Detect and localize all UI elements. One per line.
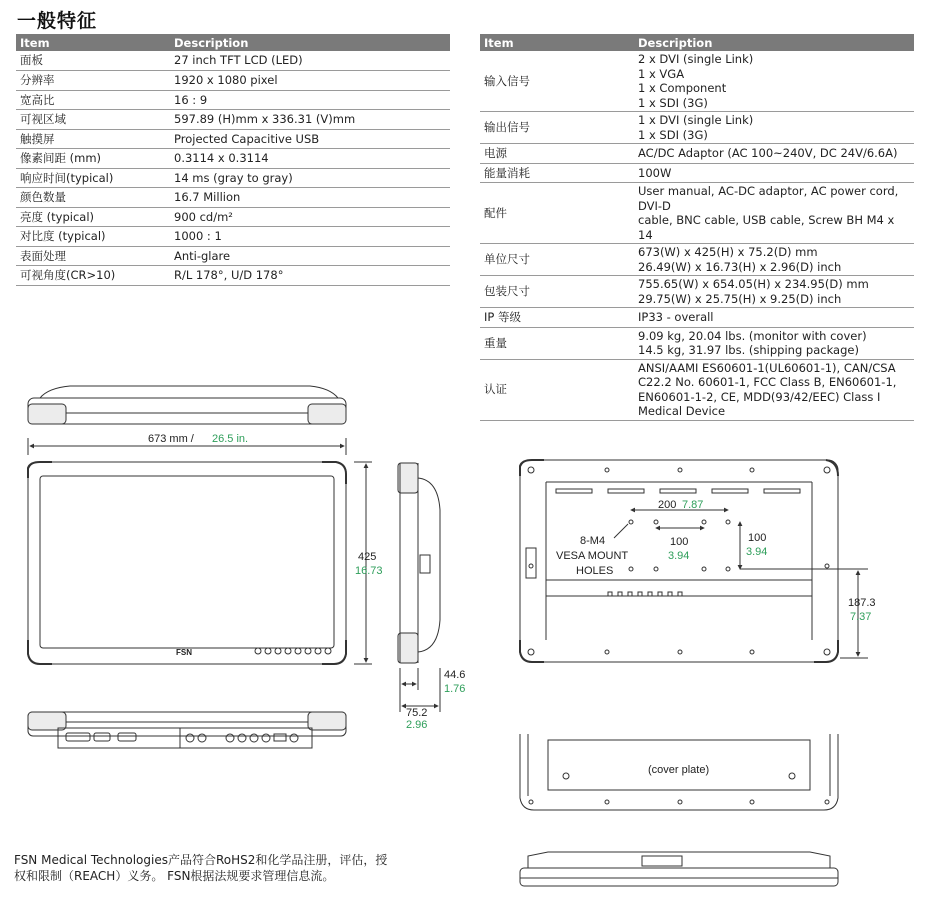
description-line: 1 x Component bbox=[638, 81, 727, 95]
description-line: AC/DC Adaptor (AC 100~240V, DC 24V/6.6A) bbox=[638, 146, 898, 160]
description-line: Projected Capacitive USB bbox=[174, 131, 320, 146]
spec-item-cell: IP 等级 bbox=[480, 308, 634, 328]
depth2-in-label: 2.96 bbox=[406, 719, 428, 731]
description-line: Medical Device bbox=[638, 404, 726, 418]
description-line: IP33 - overall bbox=[638, 310, 714, 324]
vesa-label-line1: 8-M4 bbox=[580, 535, 606, 547]
description-line: 2 x DVI (single Link) bbox=[638, 52, 754, 66]
depth2-mm-label: 75.2 bbox=[406, 707, 428, 719]
spec-item-cell: 重量 bbox=[480, 327, 634, 359]
footer-line-2: 权和限制（REACH）义务。 FSN根据法规要求管理信息流。 bbox=[14, 869, 335, 883]
column-header-item: Item bbox=[480, 34, 634, 51]
spec-item-cell: 对比度 (typical) bbox=[16, 227, 170, 247]
spec-item-cell: 宽高比 bbox=[16, 90, 170, 110]
vesa-inner-in-label: 3.94 bbox=[668, 550, 690, 562]
spec-item-cell: 表面处理 bbox=[16, 246, 170, 266]
spec-item-cell: 响应时间(typical) bbox=[16, 168, 170, 188]
description-line: 1 x SDI (3G) bbox=[638, 95, 708, 110]
front-view-drawing bbox=[28, 462, 346, 664]
description-line: C22.2 No. 60601-1, FCC Class B, EN60601-1, bbox=[638, 375, 897, 389]
spec-item-cell: 触摸屏 bbox=[16, 129, 170, 149]
depth1-mm-label: 44.6 bbox=[444, 669, 466, 681]
depth1-in-label: 1.76 bbox=[444, 683, 466, 695]
spec-item-cell: 单位尺寸 bbox=[480, 244, 634, 276]
description-line: 27 inch TFT LCD (LED) bbox=[174, 53, 303, 68]
cover-plate-label: (cover plate) bbox=[648, 764, 710, 776]
brand-label: FSN bbox=[176, 648, 192, 657]
description-line: 1000 : 1 bbox=[174, 229, 222, 243]
description-line: 14 ms (gray to gray) bbox=[174, 170, 293, 185]
description-line: User manual, AC-DC adaptor, AC power cord, DVI-D bbox=[638, 184, 899, 213]
bottom-rear-view-drawing bbox=[520, 852, 838, 886]
description-line: 755.65(W) x 654.05(H) x 234.95(D) mm bbox=[638, 277, 869, 291]
spec-item-cell: 面板 bbox=[16, 51, 170, 71]
column-header-item: Item bbox=[16, 34, 170, 51]
spec-item-cell: 可视角度(CR>10) bbox=[16, 266, 170, 286]
description-line: 14.5 kg, 31.97 lbs. (shipping package) bbox=[638, 343, 859, 357]
side-view-drawing bbox=[398, 463, 440, 663]
spec-item-cell: 亮度 (typical) bbox=[16, 207, 170, 227]
description-line: 1920 x 1080 pixel bbox=[174, 73, 278, 87]
spec-item-cell: 输出信号 bbox=[480, 112, 634, 144]
spec-item-cell: 可视区域 bbox=[16, 110, 170, 130]
spec-item-cell: 电源 bbox=[480, 144, 634, 164]
offset-mm-label: 187.3 bbox=[848, 597, 876, 609]
vesa-v-in-label: 3.94 bbox=[746, 546, 768, 558]
description-line: 100W bbox=[638, 165, 672, 180]
spec-item-cell: 包装尺寸 bbox=[480, 276, 634, 308]
description-line: 16 : 9 bbox=[174, 92, 208, 107]
description-line: 0.3114 x 0.3114 bbox=[174, 151, 269, 165]
vesa-label-line2: VESA MOUNT bbox=[556, 550, 629, 562]
description-line: 900 cd/m² bbox=[174, 209, 233, 224]
height-in-label: 16.73 bbox=[355, 565, 383, 577]
offset-in-label: 7.37 bbox=[850, 611, 872, 623]
description-line: 1 x VGA bbox=[638, 66, 685, 81]
top-view-drawing bbox=[28, 386, 346, 424]
spec-item-cell: 认证 bbox=[480, 359, 634, 420]
page-title: 一般特征 bbox=[17, 10, 98, 32]
width-in-label: 26.5 in. bbox=[212, 433, 249, 445]
vesa-h-mm-label: 200 bbox=[658, 499, 677, 511]
spec-item-cell: 输入信号 bbox=[480, 51, 634, 112]
bottom-view-drawing bbox=[28, 712, 346, 748]
description-line: R/L 178°, U/D 178° bbox=[174, 268, 284, 282]
description-line: Anti-glare bbox=[174, 248, 231, 263]
spec-item-cell: 能量消耗 bbox=[480, 163, 634, 183]
vesa-label-line3: HOLES bbox=[576, 565, 614, 577]
description-line: 26.49(W) x 16.73(H) x 2.96(D) inch bbox=[638, 259, 842, 274]
description-line: cable, BNC cable, USB cable, Screw BH M4 x 14 bbox=[638, 213, 895, 242]
spec-item-cell: 配件 bbox=[480, 183, 634, 244]
description-line: 16.7 Million bbox=[174, 190, 241, 204]
description-line: 1 x SDI (3G) bbox=[638, 127, 708, 142]
column-header-description: Description bbox=[634, 34, 914, 51]
spec-item-cell: 颜色数量 bbox=[16, 188, 170, 208]
description-line: ANSI/AAMI ES60601-1(UL60601-1), CAN/CSA bbox=[638, 360, 896, 375]
spec-item-cell: 像素间距 (mm) bbox=[16, 149, 170, 169]
description-line: 597.89 (H)mm x 336.31 (V)mm bbox=[174, 112, 356, 126]
column-header-description: Description bbox=[170, 34, 450, 51]
description-line: EN60601-1-2, CE, MDD(93/42/EEC) Class I bbox=[638, 389, 881, 404]
description-line: 29.75(W) x 25.75(H) x 9.25(D) inch bbox=[638, 291, 842, 306]
footer-line-1: FSN Medical Technologies产品符合RoHS2和化学品注册，评估，授 bbox=[14, 853, 388, 867]
vesa-v-mm-label: 100 bbox=[748, 532, 767, 544]
description-line: 1 x DVI (single Link) bbox=[638, 113, 754, 127]
description-line: 673(W) x 425(H) x 75.2(D) mm bbox=[638, 245, 818, 259]
vesa-h-in-label: 7.87 bbox=[682, 499, 704, 511]
description-line: 9.09 kg, 20.04 lbs. (monitor with cover) bbox=[638, 328, 867, 343]
spec-item-cell: 分辨率 bbox=[16, 71, 170, 91]
width-mm-label: 673 mm / bbox=[148, 433, 194, 445]
height-mm-label: 425 bbox=[358, 551, 377, 563]
compliance-footer bbox=[14, 852, 434, 884]
vesa-inner-mm-label: 100 bbox=[670, 536, 689, 548]
